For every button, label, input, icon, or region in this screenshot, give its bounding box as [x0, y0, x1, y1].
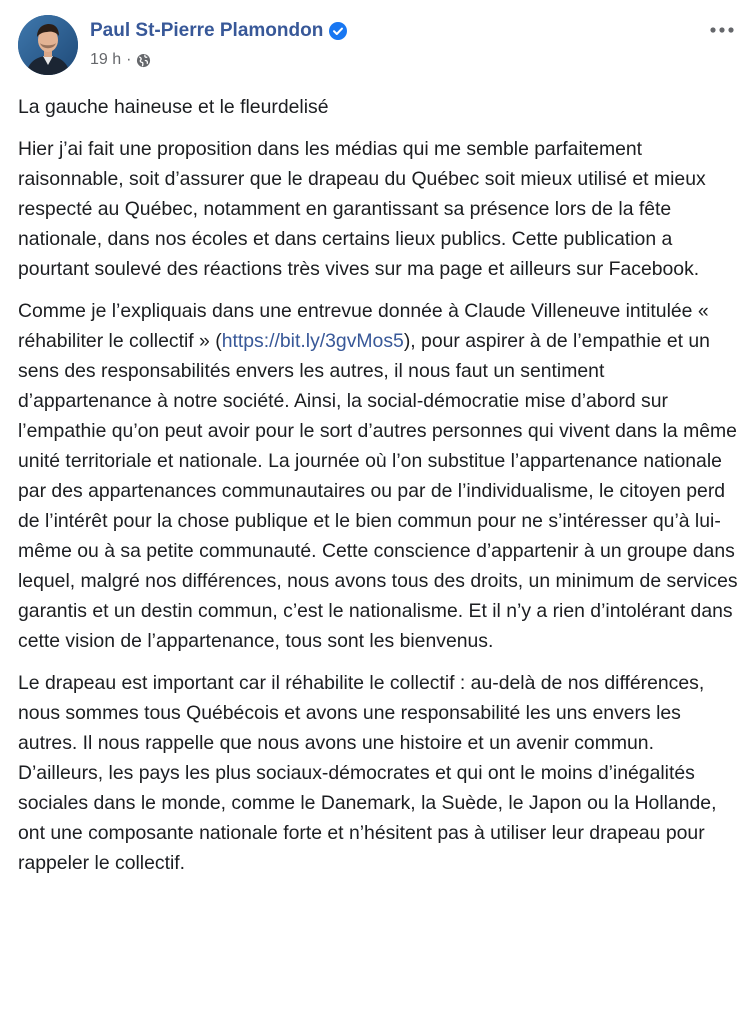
post-paragraph-3: Le drapeau est important car il réhabilite le collectif : au-delà de nos différences, nous sommes tous Québécois et avons une responsabilité les uns envers les autres. Il nous rappelle que nous avons une histoire et un avenir commun. D’ailleurs, les pays les plus sociaux-démocrates et qui ont le moins d’inégalités sociales dans le monde, comme le Danemark, la Suède, le Japon ou la Hollande, ont une composante nationale forte et n’hésitent pas à utiliser leur drapeau pour rappeler le collectif. [18, 672, 717, 874]
author-name-link[interactable]: Paul St-Pierre Plamondon [90, 20, 324, 41]
author-row [90, 19, 347, 43]
post-paragraph-1: Hier j’ai fait une proposition dans les médias qui me semble parfaitement raisonnable, soit d’assurer que le drapeau du Québec soit mieux utilisé et mieux respecté au Québec, notamment en garantissant sa présence lors de la fête nationale, dans nos écoles et dans certains lieux publics. Cette publication a pourtant soulevé des réactions très vives sur ma page et ailleurs sur Facebook. [18, 138, 706, 280]
author-block [90, 19, 347, 69]
more-options-button[interactable] [708, 21, 736, 39]
post-timestamp-link[interactable]: 19 h [90, 51, 122, 68]
meta-separator: · [126, 51, 132, 68]
post-title: La gauche haineuse et le fleurdelisé [18, 96, 329, 118]
avatar-photo [18, 15, 78, 75]
paragraph-2-text-before-link: Comme je l’expliquais dans une entrevue donnée à Claude Villeneuve intitulée « réhabiliter le collectif » ( [18, 300, 709, 352]
shortened-link[interactable]: https://bit.ly/3gvMos5 [221, 330, 404, 352]
more-options-icon [708, 21, 736, 39]
post-body [18, 92, 742, 890]
post-paragraph-2 [18, 296, 742, 656]
post-header [18, 15, 740, 77]
verified-badge-icon [329, 22, 347, 40]
author-avatar[interactable] [18, 15, 78, 75]
paragraph-2-text-after-link: ), pour aspirer à de l’empathie et un sens des responsabilités envers les autres, il nous faut un sentiment d’appartenance à notre société. Ainsi, la social-démocratie mise d’abord sur l’empathie qu’on peut avoir pour le sort d’autres personnes qui vivent dans la même unité territoriale et nationale. La journée où l’on substitue l’appartenance nationale par des appartenances communautaires ou par de l’individualisme, le citoyen perd de l’intérêt pour la chose publique et le bien commun pour ne s’intéresser qu’à lui-même ou à sa petite communauté. Cette conscience d’appartenir à un groupe dans lequel, malgré nos différences, nous avons tous des droits, un minimum de services garantis et un destin commun, c’est le nationalisme. Et il n’y a rien d’intolérant dans cette vision de l’appartenance, tous sont les bienvenus. [18, 330, 738, 652]
post-meta [90, 51, 347, 69]
globe-icon[interactable] [136, 53, 151, 68]
